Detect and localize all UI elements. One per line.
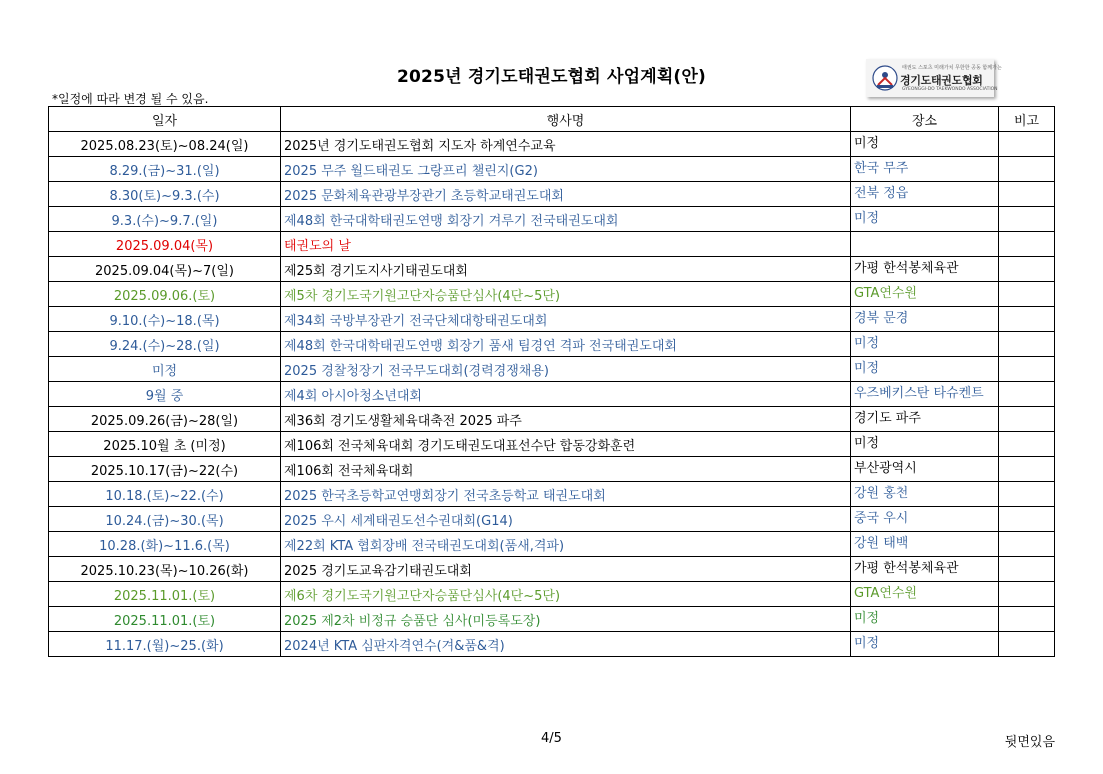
schedule-table xyxy=(48,106,1055,657)
header-event: 행사명 xyxy=(281,107,851,132)
table-row xyxy=(49,532,1055,557)
date-cell: 2025.09.06.(토) xyxy=(49,282,281,307)
place-cell: 강원 홍천 xyxy=(851,482,999,507)
remark-cell xyxy=(999,582,1055,607)
date-cell: 2025.11.01.(토) xyxy=(49,582,281,607)
event-cell: 제25회 경기도지사기태권도대회 xyxy=(281,257,851,282)
table-row xyxy=(49,557,1055,582)
event-cell: 제22회 KTA 협회장배 전국태권도대회(품새,격파) xyxy=(281,532,851,557)
remark-cell xyxy=(999,357,1055,382)
event-cell: 2025 경기도교육감기태권도대회 xyxy=(281,557,851,582)
remark-cell xyxy=(999,207,1055,232)
logo-english-name: GYEONGGI-DO TAEKWONDO ASSOCIATION xyxy=(902,87,998,92)
date-cell: 8.29.(금)~31.(일) xyxy=(49,157,281,182)
table-row xyxy=(49,457,1055,482)
event-cell: 제48회 한국대학태권도연맹 회장기 품새 팀경연 격파 전국태권도대회 xyxy=(281,332,851,357)
event-cell: 2025년 경기도태권도협회 지도자 하계연수교육 xyxy=(281,132,851,157)
date-cell: 9.24.(수)~28.(일) xyxy=(49,332,281,357)
event-cell: 제106회 전국체육대회 경기도태권도대표선수단 합동강화훈련 xyxy=(281,432,851,457)
remark-cell xyxy=(999,332,1055,357)
event-cell: 2025 경찰청장기 전국무도대회(경력경쟁채용) xyxy=(281,357,851,382)
date-cell: 11.17.(월)~25.(화) xyxy=(49,632,281,657)
table-row xyxy=(49,132,1055,157)
place-cell: 경기도 파주 xyxy=(851,407,999,432)
remark-cell xyxy=(999,482,1055,507)
date-cell: 2025.11.01.(토) xyxy=(49,607,281,632)
header-place: 장소 xyxy=(851,107,999,132)
table-row xyxy=(49,257,1055,282)
place-cell: 미정 xyxy=(851,432,999,457)
remark-cell xyxy=(999,232,1055,257)
date-cell: 8.30(토)~9.3.(수) xyxy=(49,182,281,207)
place-cell: 가평 한석봉체육관 xyxy=(851,557,999,582)
date-cell: 2025.10월 초 (미정) xyxy=(49,432,281,457)
place-cell: 미정 xyxy=(851,332,999,357)
remark-cell xyxy=(999,507,1055,532)
event-cell: 제48회 한국대학태권도연맹 회장기 겨루기 전국태권도대회 xyxy=(281,207,851,232)
table-row xyxy=(49,407,1055,432)
place-cell: 한국 무주 xyxy=(851,157,999,182)
remark-cell xyxy=(999,382,1055,407)
remark-cell xyxy=(999,607,1055,632)
remark-cell xyxy=(999,132,1055,157)
remark-cell xyxy=(999,307,1055,332)
place-cell: 가평 한석봉체육관 xyxy=(851,257,999,282)
table-row xyxy=(49,282,1055,307)
place-cell: GTA연수원 xyxy=(851,282,999,307)
schedule-note: *일정에 따라 변경 될 수 있음. xyxy=(52,92,209,106)
date-cell: 미정 xyxy=(49,357,281,382)
table-row xyxy=(49,382,1055,407)
taekwondo-emblem-icon xyxy=(872,65,898,91)
place-cell: 우즈베키스탄 타슈켄트 xyxy=(851,382,999,407)
place-cell: 미정 xyxy=(851,207,999,232)
table-row xyxy=(49,507,1055,532)
remark-cell xyxy=(999,632,1055,657)
table-row xyxy=(49,307,1055,332)
date-cell: 10.24.(금)~30.(목) xyxy=(49,507,281,532)
place-cell: 중국 우시 xyxy=(851,507,999,532)
event-cell: 태권도의 날 xyxy=(281,232,851,257)
table-body xyxy=(49,132,1055,657)
table-row xyxy=(49,157,1055,182)
remark-cell xyxy=(999,407,1055,432)
table-row xyxy=(49,182,1055,207)
remark-cell xyxy=(999,532,1055,557)
date-cell: 2025.09.26(금)~28(일) xyxy=(49,407,281,432)
event-cell: 제4회 아시아청소년대회 xyxy=(281,382,851,407)
date-cell: 10.18.(토)~22.(수) xyxy=(49,482,281,507)
remark-cell xyxy=(999,257,1055,282)
remark-cell xyxy=(999,182,1055,207)
date-cell: 9.10.(수)~18.(목) xyxy=(49,307,281,332)
place-cell: 강원 태백 xyxy=(851,532,999,557)
event-cell: 제36회 경기도생활체육대축전 2025 파주 xyxy=(281,407,851,432)
place-cell: 경북 문경 xyxy=(851,307,999,332)
remark-cell xyxy=(999,157,1055,182)
logo-name: 경기도태권도협회 xyxy=(900,74,983,87)
date-cell: 9.3.(수)~9.7.(일) xyxy=(49,207,281,232)
association-logo xyxy=(866,59,1002,97)
remark-cell xyxy=(999,282,1055,307)
place-cell: 미정 xyxy=(851,132,999,157)
table-header-row xyxy=(49,107,1055,132)
remark-cell xyxy=(999,457,1055,482)
place-cell: 전북 정읍 xyxy=(851,182,999,207)
table-row xyxy=(49,232,1055,257)
event-cell: 제106회 전국체육대회 xyxy=(281,457,851,482)
continued-note: 뒷면있음 xyxy=(1004,735,1055,750)
date-cell: 10.28.(화)~11.6.(목) xyxy=(49,532,281,557)
date-cell: 2025.10.17(금)~22(수) xyxy=(49,457,281,482)
date-cell: 2025.10.23(목)~10.26(화) xyxy=(49,557,281,582)
table-row xyxy=(49,482,1055,507)
event-cell: 2025 제2차 비정규 승품단 심사(미등록도장) xyxy=(281,607,851,632)
place-cell: GTA연수원 xyxy=(851,582,999,607)
table-row xyxy=(49,607,1055,632)
event-cell: 2025 무주 월드태권도 그랑프리 챌린지(G2) xyxy=(281,157,851,182)
place-cell xyxy=(851,232,999,257)
table-row xyxy=(49,632,1055,657)
event-cell: 2025 한국초등학교연맹회장기 전국초등학교 태권도대회 xyxy=(281,482,851,507)
place-cell: 미정 xyxy=(851,632,999,657)
event-cell: 제5차 경기도국기원고단자승품단심사(4단~5단) xyxy=(281,282,851,307)
table-row xyxy=(49,432,1055,457)
place-cell: 부산광역시 xyxy=(851,457,999,482)
event-cell: 2025 우시 세계태권도선수권대회(G14) xyxy=(281,507,851,532)
date-cell: 9월 중 xyxy=(49,382,281,407)
date-cell: 2025.08.23(토)~08.24(일) xyxy=(49,132,281,157)
event-cell: 제34회 국방부장관기 전국단체대항태권도대회 xyxy=(281,307,851,332)
header-remark: 비고 xyxy=(999,107,1055,132)
remark-cell xyxy=(999,557,1055,582)
place-cell: 미정 xyxy=(851,357,999,382)
header-date: 일자 xyxy=(49,107,281,132)
table-row xyxy=(49,357,1055,382)
page-number: 4/5 xyxy=(541,731,562,746)
page-title: 2025년 경기도태권도협회 사업계획(안) xyxy=(397,67,706,87)
place-cell: 미정 xyxy=(851,607,999,632)
event-cell: 제6차 경기도국기원고단자승품단심사(4단~5단) xyxy=(281,582,851,607)
event-cell: 2024년 KTA 심판자격연수(겨&품&격) xyxy=(281,632,851,657)
table-row xyxy=(49,582,1055,607)
date-cell: 2025.09.04(목)~7(일) xyxy=(49,257,281,282)
table-row xyxy=(49,332,1055,357)
date-cell: 2025.09.04(목) xyxy=(49,232,281,257)
table-row xyxy=(49,207,1055,232)
remark-cell xyxy=(999,432,1055,457)
event-cell: 2025 문화체육관광부장관기 초등학교태권도대회 xyxy=(281,182,851,207)
logo-slogan: 태권도 스포츠 미래가치 무한한 공동 함께가는 xyxy=(902,65,1002,71)
